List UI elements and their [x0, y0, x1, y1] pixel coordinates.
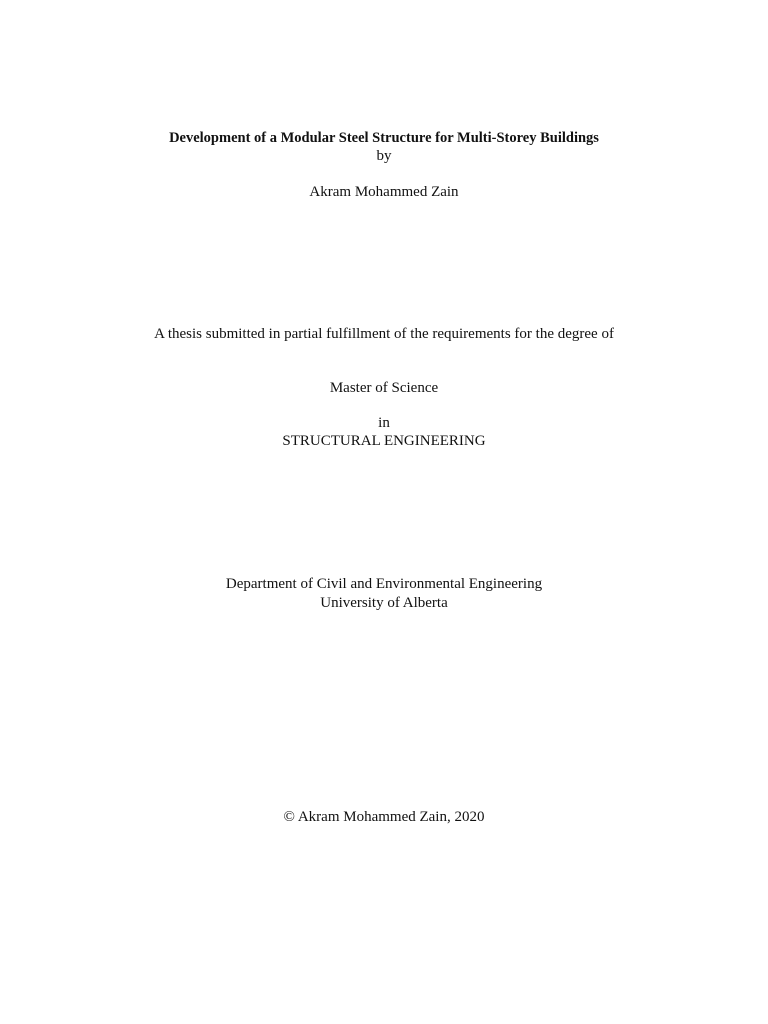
copyright-notice: © Akram Mohammed Zain, 2020	[283, 809, 485, 825]
field-of-study: STRUCTURAL ENGINEERING	[282, 433, 486, 449]
by-line: by	[376, 148, 392, 164]
degree-name: Master of Science	[329, 380, 439, 396]
department-name: Department of Civil and Environmental Engineering	[225, 576, 543, 592]
submission-statement: A thesis submitted in partial fulfillment of the requirements for the degree of	[154, 326, 614, 342]
in-line: in	[378, 415, 390, 431]
thesis-title: Development of a Modular Steel Structure for Multi-Storey Buildings	[169, 130, 599, 146]
university-name: University of Alberta	[320, 595, 448, 611]
author-name: Akram Mohammed Zain	[309, 184, 459, 200]
